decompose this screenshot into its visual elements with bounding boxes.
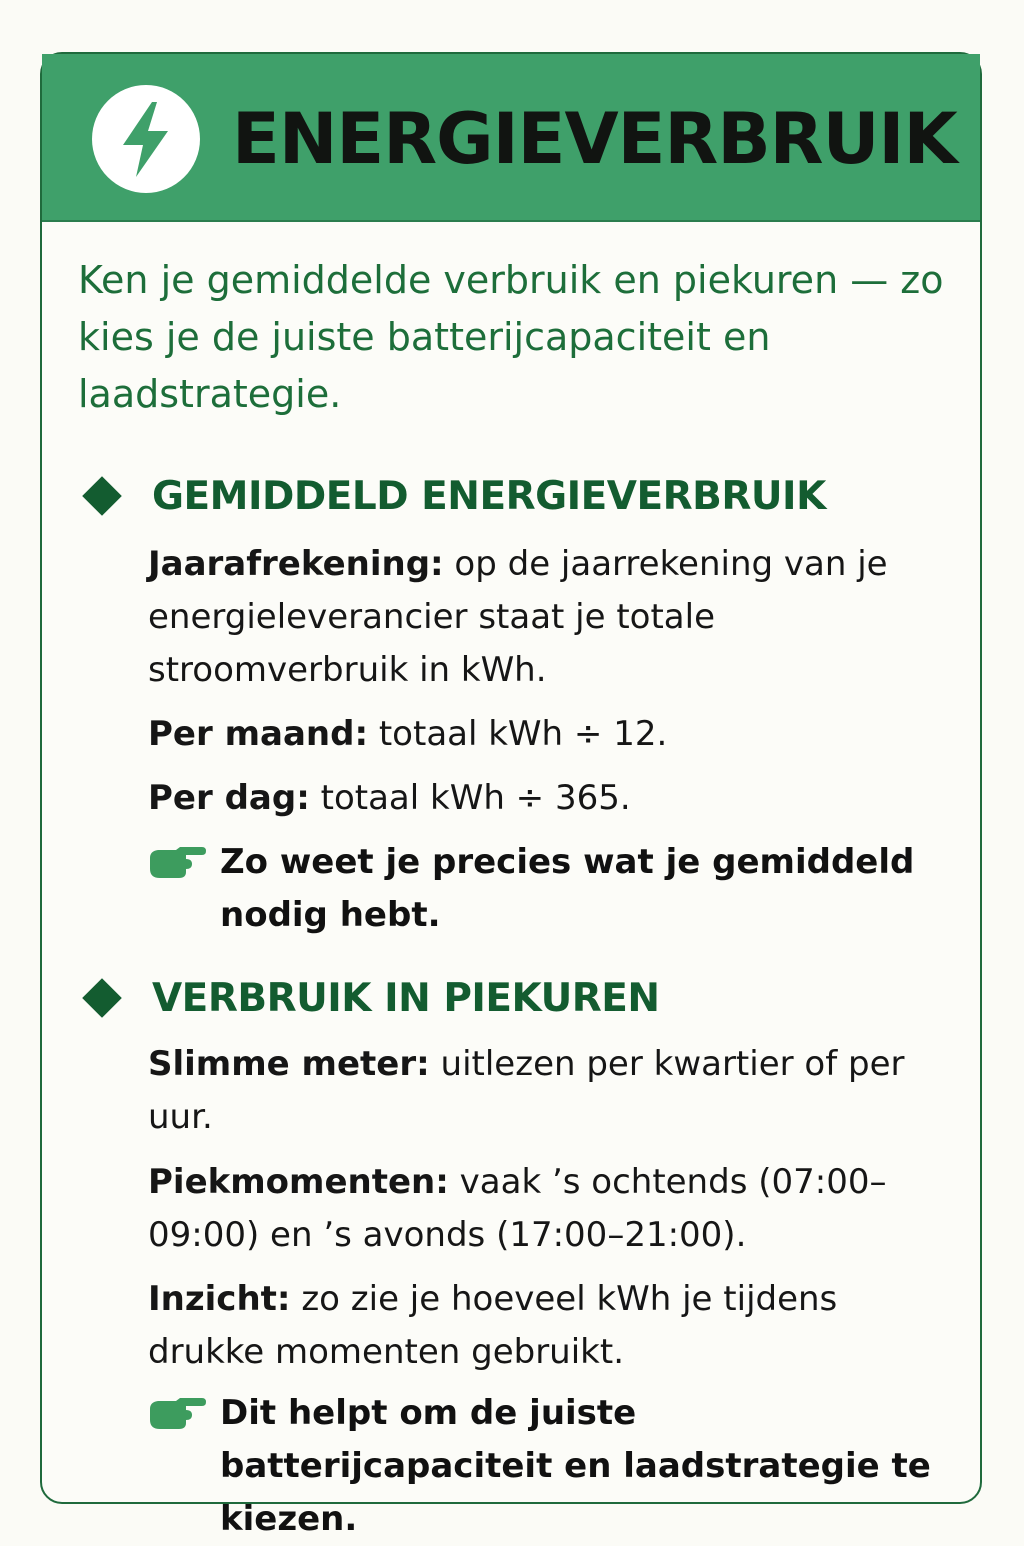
page-title: ENERGIEVERBRUIK [232, 98, 957, 180]
diamond-icon [82, 978, 122, 1018]
section-heading-peak [78, 970, 660, 1026]
item-text: op de jaarrekening van je energieleverancier staat je totale stroomverbruik in kWh. [148, 544, 888, 690]
item-text: vaak ’s ochtends (07:00–09:00) en ’s avonds (17:00–21:00). [148, 1162, 887, 1255]
item-per-maand [148, 708, 938, 761]
tip-average [148, 836, 938, 942]
lightning-bolt-icon [92, 85, 200, 193]
diamond-icon [82, 476, 122, 516]
item-jaarafrekening [148, 538, 938, 697]
tip-text: Zo weet je precies wat je gemiddeld nodig hebt. [220, 842, 915, 935]
item-per-dag [148, 772, 938, 825]
item-inzicht [148, 1273, 938, 1379]
section-heading-average [78, 468, 826, 524]
item-label: Jaarafrekening: [148, 544, 444, 584]
item-label: Per dag: [148, 778, 310, 818]
pointing-hand-icon [148, 1393, 206, 1433]
tip-text: Dit helpt om de juiste batterijcapaciteit en laadstrategie te kiezen. [220, 1393, 931, 1539]
info-card [40, 52, 982, 1539]
header-banner [42, 54, 980, 222]
section-title: VERBRUIK IN PIEKUREN [152, 975, 660, 1021]
section-title: GEMIDDELD ENERGIEVERBRUIK [152, 473, 826, 519]
item-text: totaal kWh ÷ 365. [309, 778, 631, 818]
tip-peak [148, 1387, 948, 1546]
item-label: Slimme meter: [148, 1044, 430, 1084]
item-text: zo zie je hoeveel kWh je tijdens drukke momenten gebruikt. [148, 1279, 838, 1372]
item-label: Inzicht: [148, 1279, 291, 1319]
pointing-hand-icon [148, 842, 206, 882]
item-text: totaal kWh ÷ 12. [368, 714, 668, 754]
item-text: uitlezen per kwartier of per uur. [148, 1044, 905, 1137]
item-label: Per maand: [148, 714, 369, 754]
intro-text: Ken je gemiddelde verbruik en piekuren — zo kies je de juiste batterijcapaciteit en laadstrategie. [78, 258, 944, 416]
item-slimme-meter [148, 1038, 938, 1144]
item-label: Piekmomenten: [148, 1162, 449, 1202]
item-piekmomenten [148, 1156, 938, 1262]
